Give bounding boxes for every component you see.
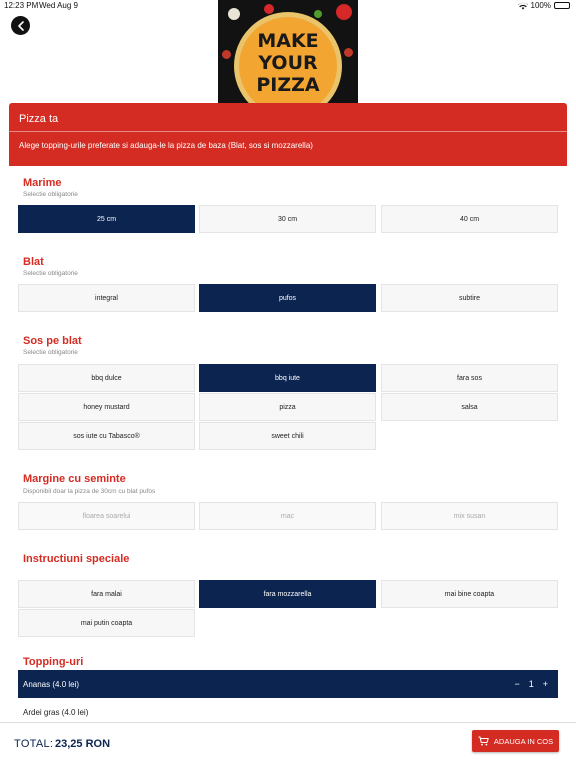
increment-button[interactable]: + (542, 679, 548, 689)
total-value: 23,25 RON (55, 738, 111, 750)
option-instructiuni-mai-putin-coapta[interactable]: mai putin coapta (18, 609, 195, 637)
add-to-cart-button[interactable] (472, 730, 559, 752)
option-blat-integral[interactable]: integral (18, 284, 195, 312)
topping-label: Ardei gras (4.0 lei) (23, 708, 89, 717)
section-title-margine: Margine cu seminte (23, 473, 126, 485)
bottom-bar (0, 722, 576, 768)
option-instructiuni-mai-bine-coapta[interactable]: mai bine coapta (381, 580, 558, 608)
section-title-topping: Topping-uri (23, 656, 84, 668)
option-sos-bbq-dulce[interactable]: bbq dulce (18, 364, 195, 392)
olive-icon (314, 10, 322, 18)
option-instructiuni-fara-mozzarella[interactable]: fara mozzarella (199, 580, 376, 608)
status-date: Wed Aug 9 (39, 1, 78, 10)
option-margine-floarea-soarelui: floarea soarelui (18, 502, 195, 530)
add-to-cart-label: ADAUGA IN COS (493, 736, 554, 746)
wifi-icon (518, 2, 528, 10)
topping-label: Ananas (4.0 lei) (23, 679, 80, 689)
battery-percent: 100% (530, 1, 551, 10)
quantity-stepper (514, 670, 548, 698)
topping-row-ananas[interactable] (18, 670, 558, 698)
decrement-button[interactable]: − (514, 679, 520, 689)
status-time: 12:23 PM (4, 1, 39, 10)
option-sos-sweet-chili[interactable]: sweet chili (199, 422, 376, 450)
section-title-sos: Sos pe blat (23, 335, 82, 347)
option-sos-iute-tabasco[interactable]: sos iute cu Tabasco® (18, 422, 195, 450)
option-marime-40[interactable]: 40 cm (381, 205, 558, 233)
quantity-value: 1 (528, 679, 534, 689)
back-button[interactable] (11, 16, 30, 35)
section-hint-marime: Selectie obligatorie (23, 191, 78, 198)
option-blat-subtire[interactable]: subtire (381, 284, 558, 312)
section-hint-blat: Selectie obligatorie (23, 270, 78, 277)
total-label: TOTAL: (14, 738, 54, 750)
section-title-marime: Marime (23, 177, 62, 189)
hero-image (218, 0, 358, 104)
section-hint-margine: Disponibil doar la pizza de 30cm cu blat pufos (23, 488, 156, 495)
option-sos-salsa[interactable]: salsa (381, 393, 558, 421)
banner-title: Pizza ta (19, 113, 59, 125)
section-title-instructiuni: Instructiuni speciale (23, 553, 130, 565)
option-marime-30[interactable]: 30 cm (199, 205, 376, 233)
banner-subtitle: Alege topping-urile preferate si adauga-le la pizza de baza (Blat, sos si mozzarella) (19, 141, 313, 150)
option-margine-mac: mac (199, 502, 376, 530)
chevron-left-icon (17, 21, 25, 31)
option-sos-honey-mustard[interactable]: honey mustard (18, 393, 195, 421)
hero-line-3: PIZZA (256, 74, 320, 96)
battery-icon (554, 2, 570, 9)
status-right (518, 1, 570, 10)
option-marime-25[interactable]: 25 cm (18, 205, 195, 233)
section-hint-sos: Selectie obligatorie (23, 349, 78, 356)
option-instructiuni-fara-malai[interactable]: fara malai (18, 580, 195, 608)
section-title-blat: Blat (23, 256, 44, 268)
option-blat-pufos[interactable]: pufos (199, 284, 376, 312)
header-banner (9, 103, 567, 166)
tomato-icon (336, 4, 352, 20)
option-sos-fara-sos[interactable]: fara sos (381, 364, 558, 392)
mushroom-icon (228, 8, 240, 20)
cart-icon (478, 736, 489, 746)
option-sos-pizza[interactable]: pizza (199, 393, 376, 421)
option-sos-bbq-iute[interactable]: bbq iute (199, 364, 376, 392)
hero-line-1: MAKE (257, 30, 319, 52)
banner-divider (9, 131, 567, 132)
option-margine-mix-susan: mix susan (381, 502, 558, 530)
hero-line-2: YOUR (258, 52, 318, 74)
pepper-icon (264, 4, 274, 14)
